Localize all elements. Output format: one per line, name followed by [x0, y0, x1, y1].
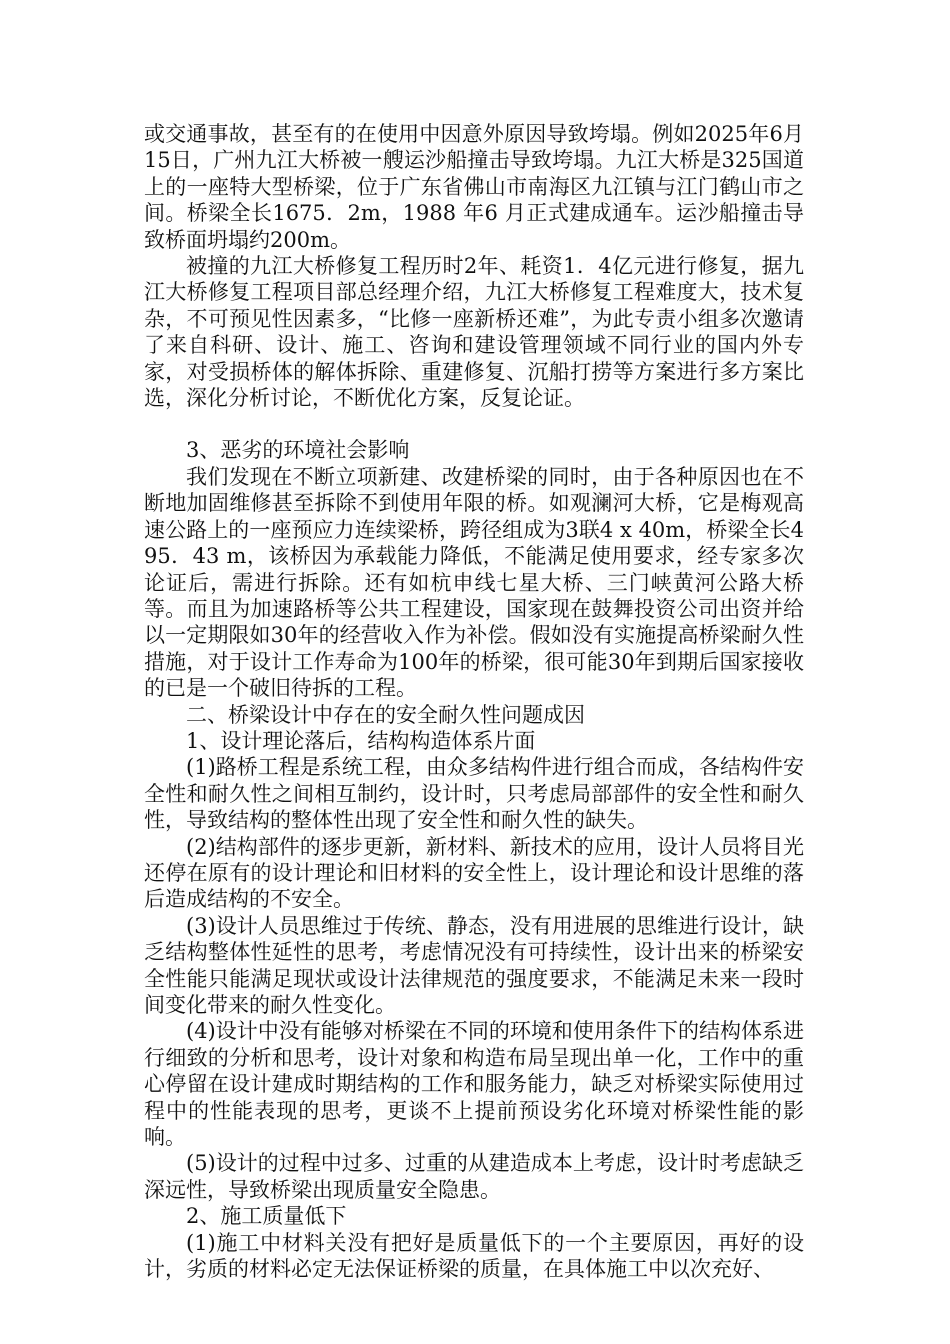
- list-item-3: (3)设计人员思维过于传统、静态，没有用进展的思维进行设计，缺乏结构整体性延性的思考，考虑情况没有可持续性，设计出来的桥梁安全性能只能满足现状或设计法律规范的强度要求，不能满足未来一段时间变化带来的耐久性变化。: [144, 913, 804, 1017]
- list-item-5: (5)设计的过程中过多、过重的从建造成本上考虑，设计时考虑缺乏深远性，导致桥梁出现质量安全隐患。: [144, 1151, 804, 1202]
- list-item-1: (1)路桥工程是系统工程，由众多结构件进行组合而成，各结构件安全性和耐久性之间相互制约，设计时，只考虑局部部件的安全性和耐久性，导致结构的整体性出现了安全性和耐久性的缺失。: [144, 755, 804, 833]
- list-item-2: (2)结构部件的逐步更新，新材料、新技术的应用，设计人员将目光还停在原有的设计理论和旧材料的安全性上，设计理论和设计思维的落后造成结构的不安全。: [144, 834, 804, 912]
- chapter-heading-2: 二、桥梁设计中存在的安全耐久性问题成因: [186, 702, 585, 727]
- paragraph-4: 我们发现在不断立项新建、改建桥梁的同时，由于各种原因也在不断地加固维修甚至拆除不到使用年限的桥。如观澜河大桥，它是梅观高速公路上的一座预应力连续梁桥，跨径组成为3联4 x 40m，桥梁全长495．43 m，该桥因为承载能力降低，不能满足使用要求，经专家多次论证后，需进行拆除。还有如杭申线七星大桥、三门峡黄河公路大桥等。而且为加速路桥等公共工程建设，国家现在鼓舞投资公司出资并给以一定期限如30年的经营收入作为补偿。假如没有实施提高桥梁耐久性措施，对于设计工作寿命为100年的桥梁，很可能30年到期后国家接收的已是一个破旧待拆的工程。: [144, 464, 804, 701]
- paragraph-2: 被撞的九江大桥修复工程历时2年、耗资1．4亿元进行修复，据九江大桥修复工程项目部总经理介绍，九江大桥修复工程难度大，技术复杂，不可预见性因素多，“比修一座新桥还难”，为此专责小组多次邀请了来自科研、设计、施工、咨询和建设管理领域不同行业的国内外专家，对受损桥体的解体拆除、重建修复、沉船打捞等方案进行多方案比选，深化分析讨论，不断优化方案，反复论证。: [144, 254, 804, 411]
- section-heading-3: 3、恶劣的环境社会影响: [186, 438, 410, 463]
- paragraph-gap: [144, 411, 804, 437]
- list-item-construction-1: (1)施工中材料关没有把好是质量低下的一个主要原因，再好的设计，劣质的材料必定无法保证桥梁的质量，在具体施工中以次充好、: [144, 1230, 804, 1282]
- paragraph-1: 或交通事故，甚至有的在使用中因意外原因导致垮塌。例如2025年6月15日，广州九江大桥被一艘运沙船撞击导致垮塌。九江大桥是325国道上的一座特大型桥梁，位于广东省佛山市南海区九江镇与江门鹤山市之间。桥梁全长1675．2m，1988 年6 月正式建成通车。运沙船撞击导致桥面坍塌约200m。: [144, 122, 804, 252]
- document-page: [144, 121, 804, 1282]
- section-heading-2: 2、施工质量低下: [186, 1204, 347, 1229]
- section-heading-1: 1、设计理论落后，结构构造体系片面: [186, 728, 536, 753]
- list-item-4: (4)设计中没有能够对桥梁在不同的环境和使用条件下的结构体系进行细致的分析和思考，设计对象和构造布局呈现出单一化，工作中的重心停留在设计建成时期结构的工作和服务能力，缺乏对桥梁实际使用过程中的性能表现的思考，更谈不上提前预设劣化环境对桥梁性能的影响。: [144, 1019, 804, 1150]
